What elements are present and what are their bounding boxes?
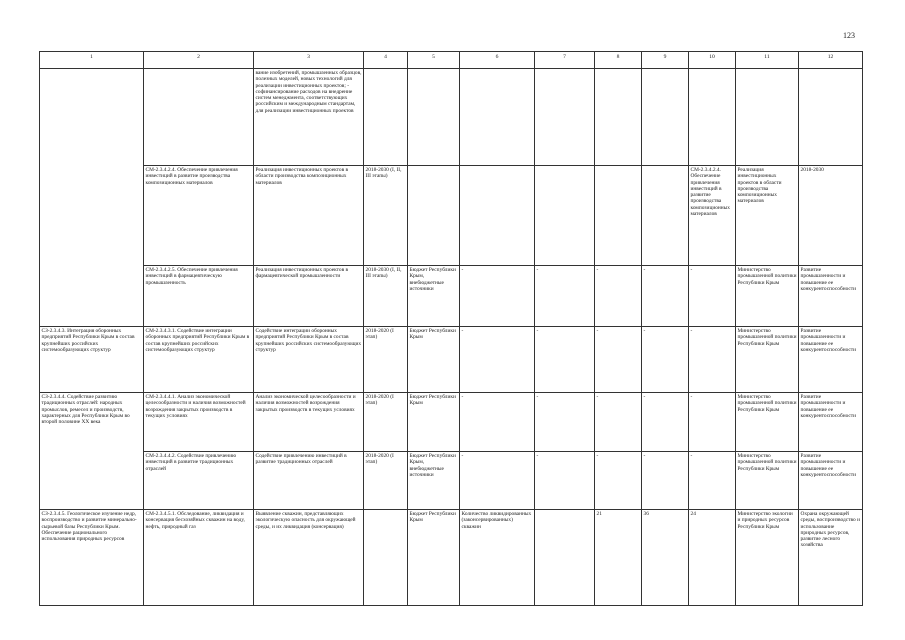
table-cell: Развитие промышленности и повышение ее конкурентоспособности bbox=[799, 266, 863, 327]
table-cell: - bbox=[595, 452, 642, 510]
table-cell: Министерство промышленной политики Республики Крым bbox=[736, 393, 799, 452]
table-cell bbox=[689, 69, 736, 166]
table-cell: - bbox=[535, 393, 595, 452]
table-cell: 2018-2020 (I этап) bbox=[364, 452, 408, 510]
table-cell bbox=[642, 166, 689, 266]
table-cell: 21 bbox=[595, 510, 642, 606]
table-cell: Охрана окружающей среды, воспроизводство и использование природных ресурсов, развитие лесного хозяйства bbox=[799, 510, 863, 606]
table-cell: Развитие промышленности и повышение ее конкурентоспособности bbox=[799, 393, 863, 452]
table-cell: Бюджет Республики Крым, внебюджетные источники bbox=[408, 266, 460, 327]
table-cell bbox=[40, 166, 144, 266]
table-cell bbox=[535, 69, 595, 166]
table-cell bbox=[144, 69, 254, 166]
table-cell: - bbox=[642, 327, 689, 393]
table-cell bbox=[535, 510, 595, 606]
column-header: 12 bbox=[799, 52, 863, 69]
table-cell: СМ-2.3.4.4.2. Содействие привлечению инвестиций в развитие традиционных отраслей bbox=[144, 452, 254, 510]
table-cell: Бюджет Республики Крым bbox=[408, 393, 460, 452]
table-cell: 2018-2030 (I, II, III этапы) bbox=[364, 166, 408, 266]
table-cell: СЗ-2.3.4.4. Содействие развитию традиционных отраслей: народных промыслов, ремесел и производств, характерных для Республики Крым во второй половине XX века bbox=[40, 393, 144, 452]
table-cell: Бюджет Республики Крым, внебюджетные источники bbox=[408, 452, 460, 510]
table-cell: 2018-2030 (I, II, III этапы) bbox=[364, 266, 408, 327]
table-cell: СМ-2.3.4.2.4. Обеспечение привлечения инвестиций в развитие производства композиционных материалов bbox=[144, 166, 254, 266]
program-activities-table bbox=[39, 51, 863, 606]
table-cell: Министерство промышленной политики Республики Крым bbox=[736, 266, 799, 327]
table-cell: Содействие интеграции оборонных предприятий Республики Крым в состав крупнейших российских системообразующих структур bbox=[254, 327, 364, 393]
table-cell: СМ-2.3.4.3.1. Содействие интеграции оборонных предприятий Республики Крым в состав крупнейших российских системообразующих структур bbox=[144, 327, 254, 393]
table-cell: 24 bbox=[689, 510, 736, 606]
table-cell: 2018-2020 (I этап) bbox=[364, 327, 408, 393]
table-row bbox=[40, 166, 863, 266]
column-header: 2 bbox=[144, 52, 254, 69]
table-cell: Развитие промышленности и повышение ее конкурентоспособности bbox=[799, 452, 863, 510]
table-cell: СМ-2.3.4.2.5. Обеспечение привлечения инвестиций в фармацевтическую промышленность bbox=[144, 266, 254, 327]
table-cell bbox=[535, 166, 595, 266]
table-cell: Министерство промышленной политики Республики Крым bbox=[736, 327, 799, 393]
table-row bbox=[40, 452, 863, 510]
column-header: 5 bbox=[408, 52, 460, 69]
table-cell bbox=[40, 452, 144, 510]
table-cell: Бюджет Республики Крым bbox=[408, 510, 460, 606]
table-cell: Министерство промышленной политики Республики Крым bbox=[736, 452, 799, 510]
table-cell bbox=[40, 69, 144, 166]
table-cell: Выявление скважин, представляющих экологическую опасность для окружающей среды, и их ликвидация (консервация) bbox=[254, 510, 364, 606]
table-row bbox=[40, 69, 863, 166]
table-cell: Развитие промышленности и повышение ее конкурентоспособности bbox=[799, 327, 863, 393]
table-cell: СМ-2.3.4.2.4. Обеспечение привлечения инвестиций в развитие производства композиционных материалов bbox=[689, 166, 736, 266]
table-cell: - bbox=[535, 452, 595, 510]
table-cell: вание изобретений, промышленных образцов, полезных моделей, новых технологий для реализации инвестиционных проектов; - софинансирование расходов на внедрение систем менеджмента, соответствующих российским и международным стандартам, для реализации инвестиционных проектов bbox=[254, 69, 364, 166]
table-row bbox=[40, 327, 863, 393]
table-cell: - bbox=[642, 452, 689, 510]
table-cell: - bbox=[595, 266, 642, 327]
column-header: 1 bbox=[40, 52, 144, 69]
table-cell: 36 bbox=[642, 510, 689, 606]
table-cell: - bbox=[689, 266, 736, 327]
table-cell bbox=[460, 69, 535, 166]
table-cell: - bbox=[460, 393, 535, 452]
table-cell bbox=[460, 166, 535, 266]
column-header: 9 bbox=[642, 52, 689, 69]
table-cell: Содействие привлечению инвестиций в развитие традиционных отраслей bbox=[254, 452, 364, 510]
column-header: 6 bbox=[460, 52, 535, 69]
table-cell: - bbox=[689, 393, 736, 452]
table-cell bbox=[799, 69, 863, 166]
table-cell bbox=[736, 69, 799, 166]
table-cell bbox=[595, 166, 642, 266]
table-cell: - bbox=[595, 327, 642, 393]
table-row bbox=[40, 266, 863, 327]
table-cell: - bbox=[460, 327, 535, 393]
page-number: 123 bbox=[843, 31, 855, 40]
table-row bbox=[40, 510, 863, 606]
column-header: 7 bbox=[535, 52, 595, 69]
table-cell: Реализация инвестиционных проектов в области производства композиционных материалов bbox=[254, 166, 364, 266]
table-cell: Реализация инвестиционных проектов в фармацевтической промышленности bbox=[254, 266, 364, 327]
table-row bbox=[40, 393, 863, 452]
table-cell: СМ-2.3.4.5.1. Обследование, ликвидация и консервация бесхозяйных скважин на воду, нефть, природный газ bbox=[144, 510, 254, 606]
table-cell: - bbox=[460, 452, 535, 510]
table-cell: 2018-2020 (I этап) bbox=[364, 393, 408, 452]
table-cell: Анализ экономической целесообразности и наличия возможностей возрождения закрытых производств в текущих условиях bbox=[254, 393, 364, 452]
table-cell bbox=[408, 166, 460, 266]
table-cell: - bbox=[595, 393, 642, 452]
table-cell: - bbox=[535, 327, 595, 393]
table-cell bbox=[40, 266, 144, 327]
table-cell bbox=[364, 510, 408, 606]
table-cell: - bbox=[689, 327, 736, 393]
table-cell bbox=[408, 69, 460, 166]
table-cell: - bbox=[642, 266, 689, 327]
table-cell: Реализация инвестиционных проектов в области производства композиционных материалов bbox=[736, 166, 799, 266]
table-cell: СМ-2.3.4.4.1. Анализ экономической целесообразности и наличия возможностей возрождения закрытых производств в текущих условиях bbox=[144, 393, 254, 452]
table-cell: СЗ-2.3.4.3. Интеграция оборонных предприятий Республики Крым в состав крупнейших российских системообразующих структур bbox=[40, 327, 144, 393]
column-header: 10 bbox=[689, 52, 736, 69]
table-cell bbox=[364, 69, 408, 166]
column-header: 11 bbox=[736, 52, 799, 69]
column-header: 3 bbox=[254, 52, 364, 69]
table-cell bbox=[595, 69, 642, 166]
table-cell: - bbox=[460, 266, 535, 327]
table-cell: - bbox=[535, 266, 595, 327]
table-cell: 2018-2030 bbox=[799, 166, 863, 266]
column-header: 4 bbox=[364, 52, 408, 69]
header-row bbox=[40, 52, 863, 69]
column-header: 8 bbox=[595, 52, 642, 69]
table-cell: - bbox=[642, 393, 689, 452]
table-cell: Количество ликвидированных (законсервированных) скважин bbox=[460, 510, 535, 606]
table-cell: Министерство экологии и природных ресурсов Республики Крым bbox=[736, 510, 799, 606]
table-cell: - bbox=[689, 452, 736, 510]
table-cell bbox=[642, 69, 689, 166]
table-cell: СЗ-2.3.4.5. Геологическое изучение недр, воспроизводство и развитие минерально-сырьевой базы Республики Крым. Обеспечение рационального использования природных ресурсов bbox=[40, 510, 144, 606]
table-cell: Бюджет Республики Крым bbox=[408, 327, 460, 393]
